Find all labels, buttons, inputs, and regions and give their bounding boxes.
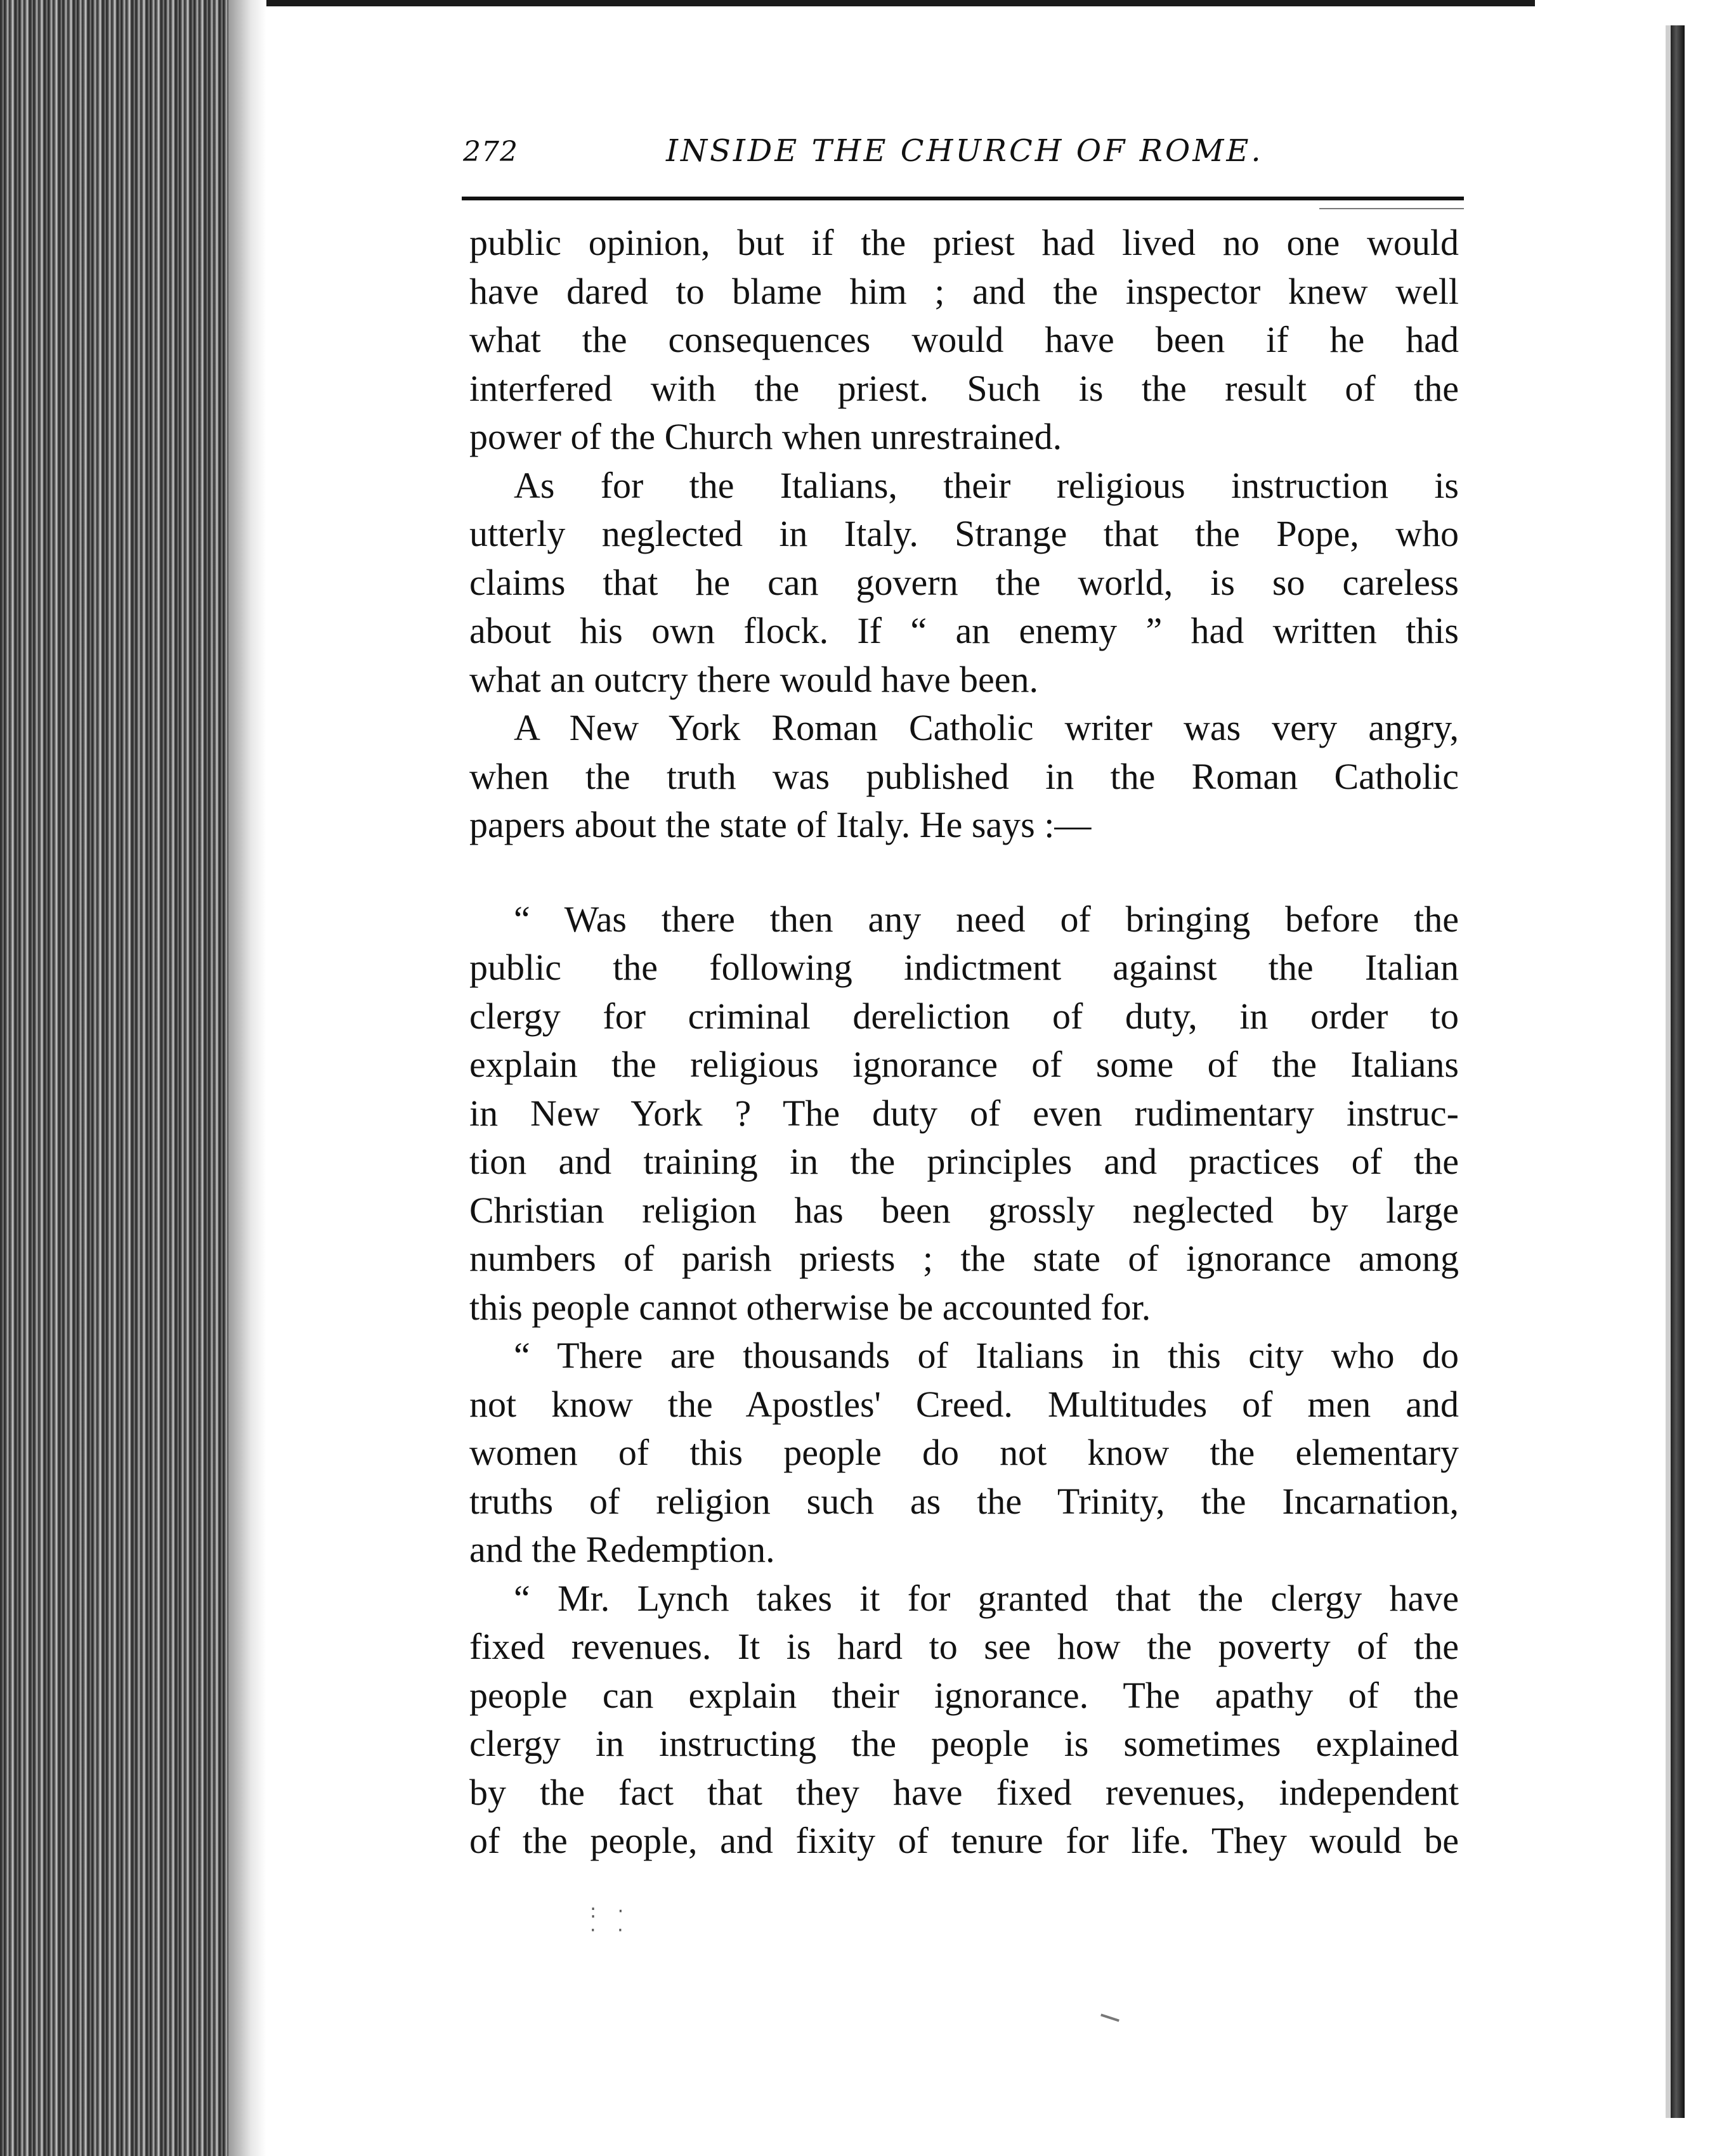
text-line: numbers of parish priests ; the state of ignorance among xyxy=(469,1238,1459,1279)
text-line: and the Redemption. xyxy=(469,1529,775,1570)
text-line: As for the Italians, their religious instruction is xyxy=(514,464,1459,506)
text-line: tion and training in the principles and practices of the xyxy=(469,1141,1459,1182)
text-line: in New York ? The duty of even rudimentary instruc- xyxy=(469,1092,1459,1134)
text-line: explain the religious ignorance of some of the Italians xyxy=(469,1044,1459,1085)
scan-top-border xyxy=(266,0,1535,6)
body-text xyxy=(469,219,1459,1866)
text-line: not know the Apostles' Creed. Multitudes of men and xyxy=(469,1383,1459,1425)
page-number: 272 xyxy=(463,136,518,168)
text-line: claims that he can govern the world, is so careless xyxy=(469,561,1459,603)
text-line: fixed revenues. It is hard to see how the poverty of the xyxy=(469,1626,1459,1667)
text-line: what an outcry there would have been. xyxy=(469,658,1039,700)
binding-shadow xyxy=(1666,25,1671,2118)
text-line: by the fact that they have fixed revenues, independent xyxy=(469,1771,1459,1813)
header-rule-thin xyxy=(1319,208,1464,209)
text-line: Christian religion has been grossly neglected by large xyxy=(469,1189,1459,1231)
text-line: truths of religion such as the Trinity, the Incarnation, xyxy=(469,1480,1459,1522)
text-line: “ Mr. Lynch takes it for granted that the clergy have xyxy=(514,1577,1459,1619)
book-fore-edge xyxy=(0,0,266,2156)
text-line: what the consequences would have been if he had xyxy=(469,319,1459,360)
text-line: when the truth was published in the Roman Catholic xyxy=(469,755,1459,797)
text-line: about his own flock. If “ an enemy ” had written this xyxy=(469,610,1459,651)
stray-ink-marks: : · · · xyxy=(590,1900,632,1942)
text-line: people can explain their ignorance. The apathy of the xyxy=(469,1674,1459,1716)
text-line: have dared to blame him ; and the inspector knew well xyxy=(469,270,1459,312)
stray-ink-dash xyxy=(1100,2013,1119,2022)
running-title: INSIDE THE CHURCH OF ROME. xyxy=(666,133,1263,169)
text-line: of the people, and fixity of tenure for life. They would be xyxy=(469,1820,1459,1861)
paragraph-gap xyxy=(469,850,1459,895)
text-line: women of this people do not know the elementary xyxy=(469,1432,1459,1473)
text-line: this people cannot otherwise be accounted for. xyxy=(469,1286,1151,1328)
text-line: “ Was there then any need of bringing before the xyxy=(514,898,1459,940)
text-line: public opinion, but if the priest had lived no one would xyxy=(469,222,1459,263)
running-head xyxy=(463,127,1459,178)
text-line: papers about the state of Italy. He says :— xyxy=(469,804,1092,845)
header-rule xyxy=(462,197,1464,200)
text-line: A New York Roman Catholic writer was very angry, xyxy=(514,707,1459,748)
text-line: interfered with the priest. Such is the result of the xyxy=(469,367,1459,409)
book-binding-edge xyxy=(1671,25,1685,2118)
text-line: “ There are thousands of Italians in this city who do xyxy=(514,1335,1459,1376)
text-line: power of the Church when unrestrained. xyxy=(469,416,1062,457)
text-line: clergy for criminal dereliction of duty, in order to xyxy=(469,995,1459,1037)
text-line: public the following indictment against the Italian xyxy=(469,947,1459,988)
text-line: utterly neglected in Italy. Strange that the Pope, who xyxy=(469,513,1459,554)
text-line: clergy in instructing the people is sometimes explained xyxy=(469,1723,1459,1764)
